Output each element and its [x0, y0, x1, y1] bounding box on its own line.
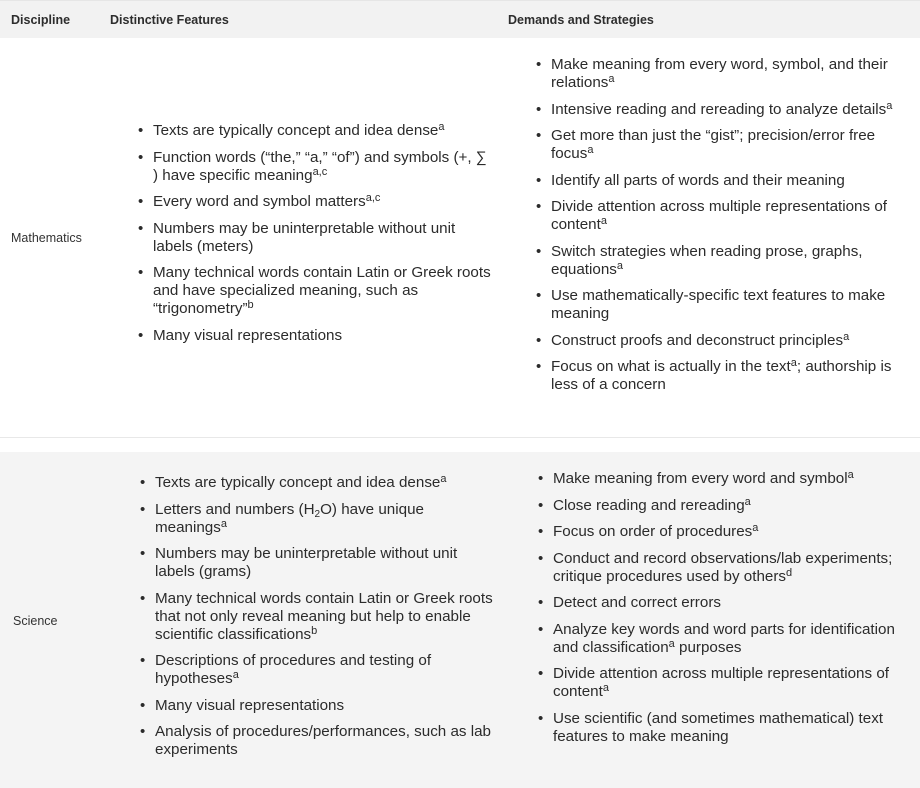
list-item: [137, 193, 492, 211]
footnote-marker: a: [616, 259, 623, 272]
header-discipline: Discipline: [11, 13, 71, 27]
footnote-marker: a,c: [365, 192, 381, 204]
list-item: [139, 723, 494, 759]
footnote-marker: a: [232, 669, 239, 681]
footnote-marker: a: [752, 522, 759, 534]
list-item: [535, 172, 910, 190]
table-row-mathematics: [0, 38, 920, 438]
list-item: [139, 474, 494, 492]
list-item: [139, 590, 494, 644]
list-item: [537, 550, 917, 586]
item-text: Make meaning from every word and symbol: [553, 470, 848, 487]
item-text: Conduct and record observations/lab experiments; critique procedures used by others: [553, 549, 893, 585]
list-item: [537, 470, 917, 488]
features-list: [139, 474, 494, 768]
list-item: [137, 149, 492, 185]
item-text: Switch strategies when reading prose, graphs, equations: [551, 242, 863, 278]
footnote-marker: b: [311, 624, 318, 637]
features-list: [137, 122, 492, 353]
item-text: Letters and numbers (H: [155, 500, 315, 518]
item-text: Focus on what is actually in the text: [551, 358, 791, 375]
footnote-marker: a: [220, 517, 227, 530]
list-item: [537, 710, 917, 746]
item-text: Many visual representations: [153, 326, 343, 344]
item-text: Use mathematically-specific text features to make meaning: [551, 287, 886, 322]
footnote-marker: a: [847, 469, 854, 481]
subscript: 2: [314, 508, 321, 520]
list-item: [137, 327, 492, 345]
item-text-continued: O) have unique meanings: [155, 500, 424, 536]
item-text: Get more than just the “gist”; precision/error free focus: [551, 127, 876, 162]
list-item: [535, 358, 910, 394]
header-distinctive-features: Distinctive Features: [110, 13, 229, 27]
item-text: Divide attention across multiple representations of content: [551, 198, 887, 233]
list-item: [139, 697, 494, 715]
item-text: Descriptions of procedures and testing of hypotheses: [155, 652, 432, 687]
footnote-marker: a: [790, 357, 797, 369]
list-item: [535, 56, 910, 92]
list-item: [537, 621, 917, 657]
item-text: Function words (“the,” “a,” “of”) and symbols (+, ∑ ) have specific meaning: [153, 148, 487, 184]
item-text: Texts are typically concept and idea dense: [155, 474, 441, 491]
item-text: Analyze key words and word parts for identification and classification: [553, 620, 895, 656]
item-text: Many visual representations: [155, 696, 345, 714]
list-item: [537, 665, 917, 701]
footnote-marker: d: [786, 566, 793, 579]
item-text: Divide attention across multiple representations of content: [553, 665, 889, 700]
item-text: Every word and symbol matters: [153, 193, 366, 210]
item-text: Many technical words contain Latin or Greek roots and have specialized meaning, such as “trigonometry”: [153, 264, 491, 317]
footnote-marker: a: [744, 495, 751, 508]
list-item: [537, 497, 917, 515]
item-text: Detect and correct errors: [553, 594, 721, 611]
footnote-marker: a: [602, 682, 609, 694]
footnote-marker: a: [438, 121, 445, 133]
list-item: [137, 220, 492, 256]
demands-list: [537, 470, 917, 754]
item-text: Focus on order of procedures: [553, 523, 753, 540]
item-text: Texts are typically concept and idea dense: [153, 122, 439, 139]
list-item: [137, 264, 492, 318]
item-text: Numbers may be uninterpretable without unit labels (meters): [153, 219, 456, 255]
footnote-marker: a: [608, 73, 615, 85]
header-demands-strategies: Demands and Strategies: [508, 13, 654, 27]
discipline-cell: Mathematics: [11, 231, 82, 245]
item-text: Use scientific (and sometimes mathematical) text features to make meaning: [553, 709, 884, 745]
list-item: [139, 652, 494, 688]
footnote-marker: a,c: [312, 165, 328, 178]
footnote-marker: b: [247, 299, 254, 311]
table-row-science: [0, 452, 920, 788]
item-text: Construct proofs and deconstruct principles: [551, 331, 844, 349]
item-text: Numbers may be uninterpretable without unit labels (grams): [155, 545, 458, 580]
footnote-marker: a: [668, 637, 675, 650]
footnote-marker: a: [600, 215, 607, 227]
list-item: [535, 198, 910, 234]
demands-list: [535, 56, 910, 403]
list-item: [535, 243, 910, 279]
list-item: [139, 501, 494, 537]
list-item: [535, 287, 910, 323]
item-text: Many technical words contain Latin or Greek roots that not only reveal meaning but help to enable scientific classifications: [155, 589, 493, 643]
footnote-marker: a: [440, 473, 447, 485]
list-item: [535, 127, 910, 163]
item-text: Intensive reading and rereading to analyze details: [551, 100, 887, 118]
item-text-continued: purposes: [674, 638, 742, 656]
footnote-marker: a: [587, 144, 594, 156]
item-text-continued: ; authorship is less of a concern: [551, 358, 892, 393]
item-text: Make meaning from every word, symbol, and their relations: [551, 56, 888, 91]
list-item: [537, 523, 917, 541]
item-text: Identify all parts of words and their meaning: [551, 171, 845, 189]
list-item: [535, 332, 910, 350]
item-text: Close reading and rereading: [553, 496, 745, 514]
list-item: [537, 594, 917, 612]
list-item: [535, 101, 910, 119]
footnote-marker: a: [843, 330, 850, 343]
list-item: [137, 122, 492, 140]
item-text: Analysis of procedures/performances, such as lab experiments: [155, 723, 491, 758]
discipline-cell: Science: [13, 614, 58, 628]
footnote-marker: a: [886, 99, 893, 112]
list-item: [139, 545, 494, 581]
table-header: [0, 0, 920, 38]
